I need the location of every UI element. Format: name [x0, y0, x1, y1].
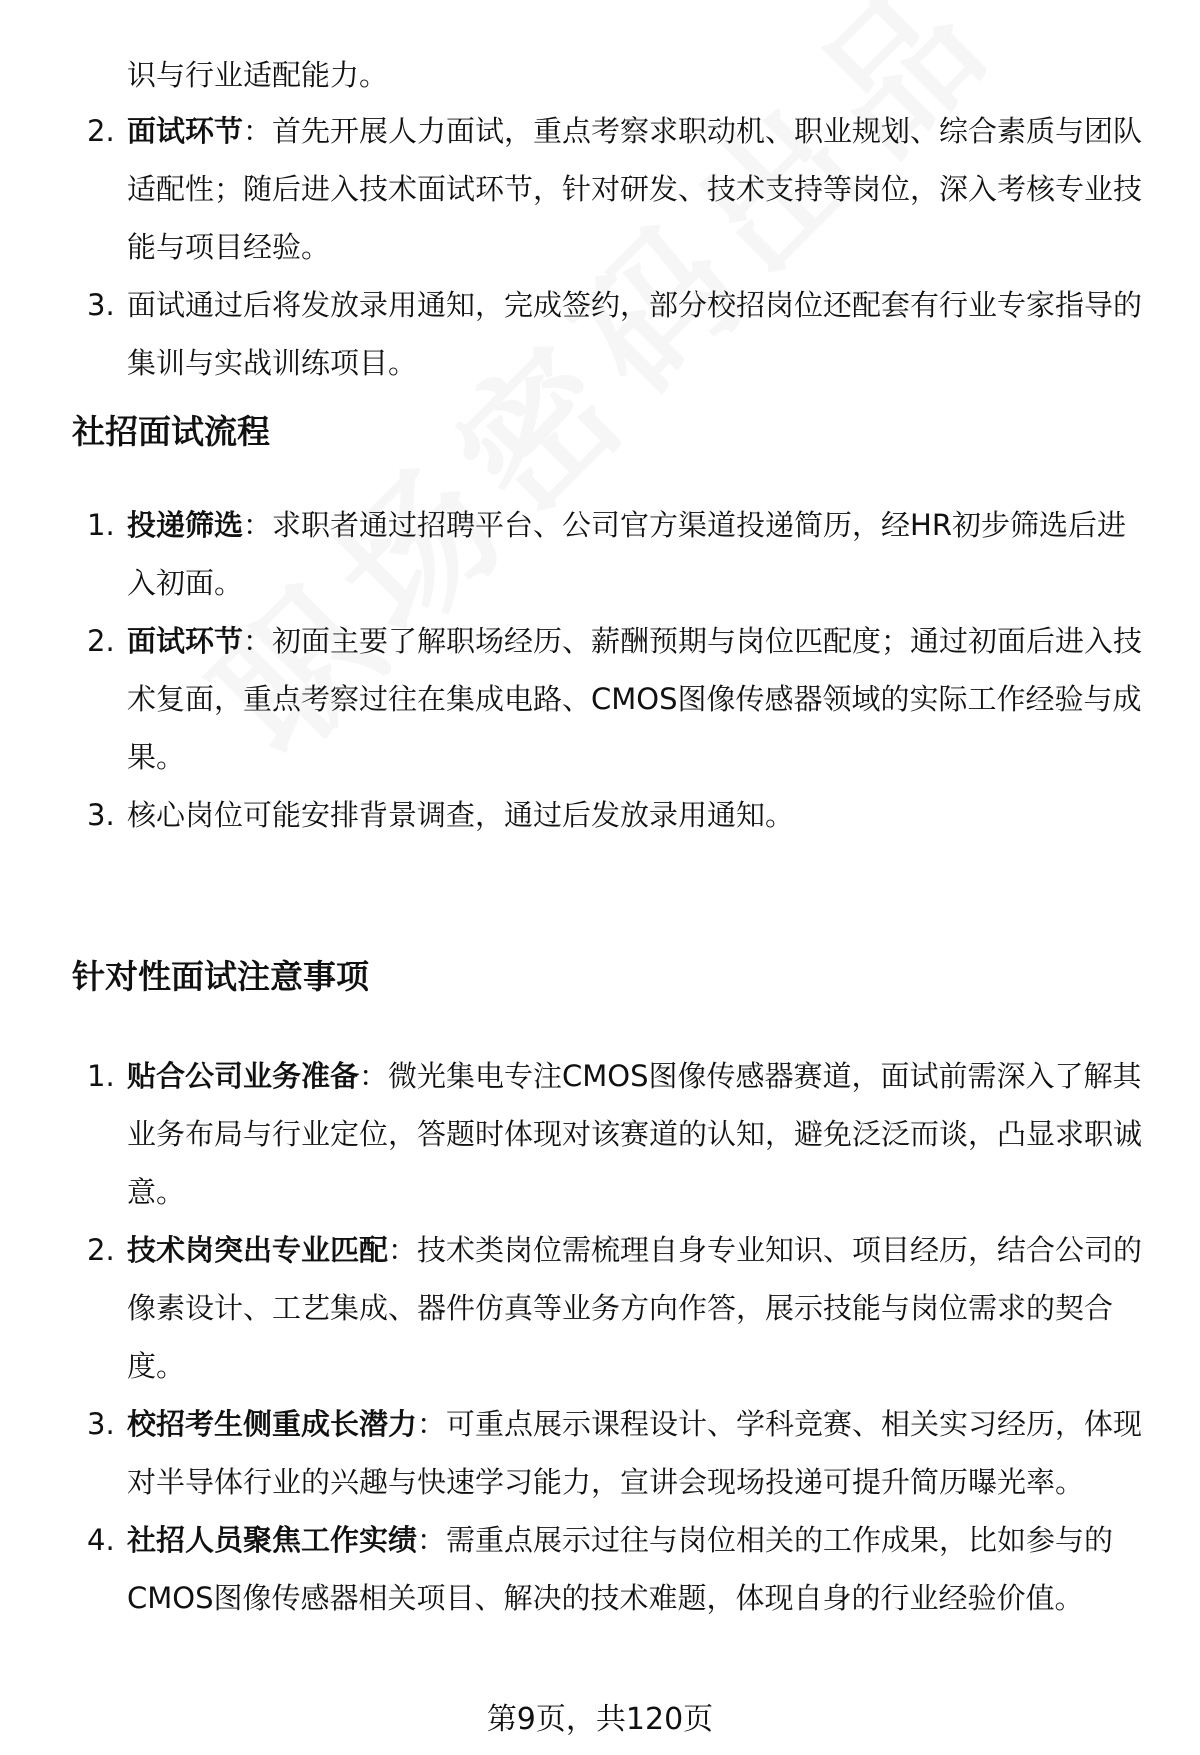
interview-tips-list: [0, 1047, 1200, 1627]
item-text: ：首先开展人力面试，重点考察求职动机、职业规划、综合素质与团队适配性；随后进入技术面试环节，针对研发、技术支持等岗位，深入考核专业技能与项目经验。: [127, 114, 1143, 264]
item-number: 3.: [87, 288, 115, 322]
list-item: [0, 1395, 1147, 1511]
item-number: 2.: [87, 114, 115, 148]
item-number: 2.: [87, 624, 115, 658]
item-number: 3.: [87, 1407, 115, 1441]
list-item: [0, 1047, 1147, 1221]
item-term: 面试环节: [127, 114, 244, 148]
item-text: ：微光集电专注CMOS图像传感器赛道，面试前需深入了解其业务布局与行业定位，答题时体现对该赛道的认知，避免泛泛而谈，凸显求职诚意。: [127, 1059, 1143, 1209]
list-item: [0, 612, 1147, 786]
interview-tips-heading: 针对性面试注意事项: [72, 957, 369, 996]
list-item: [0, 786, 1147, 844]
item-text: ：可重点展示课程设计、学科竞赛、相关实习经历，体现对半导体行业的兴趣与快速学习能力，宣讲会现场投递可提升简历曝光率。: [127, 1407, 1143, 1499]
item-term: 面试环节: [127, 624, 244, 658]
intro-continuation: 识与行业适配能力。: [127, 58, 389, 92]
list-item: [0, 1511, 1147, 1627]
item-text: ：需重点展示过往与岗位相关的工作成果，比如参与的CMOS图像传感器相关项目、解决的技术难题，体现自身的行业经验价值。: [127, 1523, 1114, 1615]
item-number: 1.: [87, 508, 115, 542]
item-text: 面试通过后将发放录用通知，完成签约，部分校招岗位还配套有行业专家指导的集训与实战训练项目。: [127, 288, 1143, 380]
social-recruit-heading: 社招面试流程: [72, 412, 270, 451]
item-number: 3.: [87, 798, 115, 832]
item-term: 校招考生侧重成长潜力: [127, 1407, 418, 1441]
item-text: ：技术类岗位需梳理自身专业知识、项目经历，结合公司的像素设计、工艺集成、器件仿真等业务方向作答，展示技能与岗位需求的契合度。: [127, 1233, 1143, 1383]
list-item: [0, 496, 1147, 612]
campus-process-list: [0, 102, 1200, 392]
list-item: [0, 102, 1147, 276]
item-term: 技术岗突出专业匹配: [127, 1233, 389, 1267]
page-number-footer: 第9页，共120页: [486, 1702, 714, 1737]
list-item: [0, 276, 1147, 392]
item-text: 核心岗位可能安排背景调查，通过后发放录用通知。: [127, 798, 795, 832]
item-text: ：求职者通过招聘平台、公司官方渠道投递简历，经HR初步筛选后进入初面。: [127, 508, 1126, 600]
item-number: 2.: [87, 1233, 115, 1267]
item-number: 4.: [87, 1523, 115, 1557]
item-text: ：初面主要了解职场经历、薪酬预期与岗位匹配度；通过初面后进入技术复面，重点考察过往在集成电路、CMOS图像传感器领域的实际工作经验与成果。: [127, 624, 1143, 774]
list-item: [0, 1221, 1147, 1395]
item-number: 1.: [87, 1059, 115, 1093]
social-process-list: [0, 496, 1200, 844]
item-term: 贴合公司业务准备: [127, 1059, 360, 1093]
item-term: 社招人员聚焦工作实绩: [127, 1523, 418, 1557]
item-term: 投递筛选: [127, 508, 244, 542]
